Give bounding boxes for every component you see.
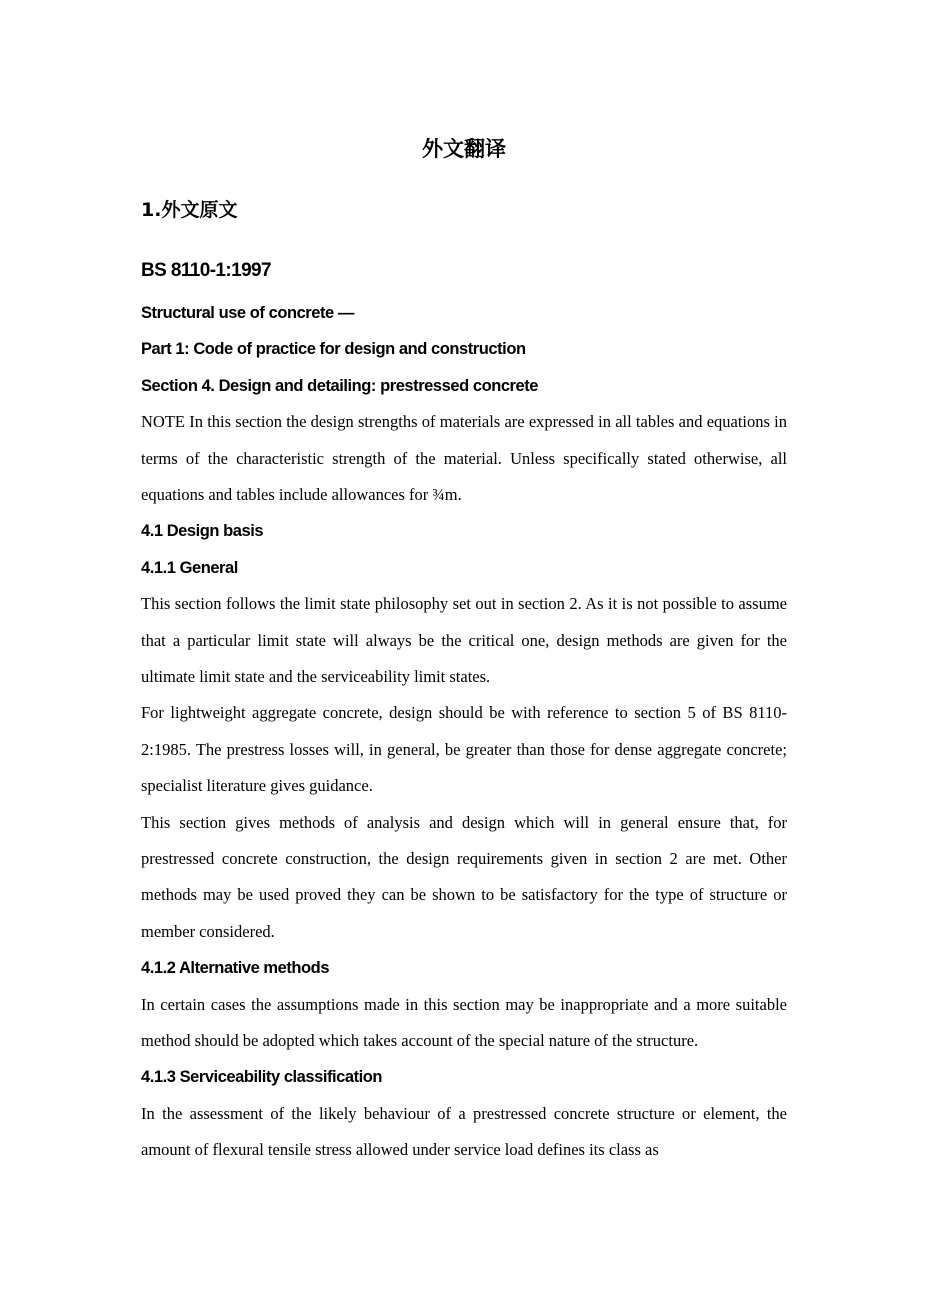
- paragraph-4-1-3: In the assessment of the likely behaviour of a prestressed concrete structure or element, the amount of flexural tensile stress allowed under service load defines its class as: [141, 1103, 787, 1160]
- heading-4-1-1: 4.1.1 General: [141, 558, 238, 577]
- subtitle-part-1: Part 1: Code of practice for design and construction: [141, 340, 526, 359]
- standard-number: BS 8110-1:1997: [141, 260, 271, 281]
- paragraph-4-1-1-b: For lightweight aggregate concrete, design should be with reference to section 5 of BS 8110-2:1985. The prestress losses will, in general, be greater than those for dense aggregate concrete; specialist literature gives guidance.: [141, 703, 787, 796]
- subtitle-structural-use: Structural use of concrete —: [141, 304, 354, 322]
- paragraph-4-1-1-a: This section follows the limit state philosophy set out in section 2. As it is not possible to assume that a particular limit state will always be the critical one, design methods are given for the ultimate limit state and the serviceability limit states.: [141, 594, 787, 686]
- subtitle-section-4: Section 4. Design and detailing: prestressed concrete: [141, 376, 539, 395]
- paragraph-4-1-1-c: This section gives methods of analysis and design which will in general ensure that, for prestressed concrete construction, the design requirements given in section 2 are met. Other methods may be used proved they can be shown to be satisfactory for the type of structure or member considered.: [141, 812, 787, 941]
- heading-4-1-2: 4.1.2 Alternative methods: [141, 959, 330, 978]
- document-body: [141, 295, 787, 1169]
- note-paragraph: NOTE In this section the design strengths of materials are expressed in all tables and equations in terms of the characteristic strength of the material. Unless specifically stated otherwise, all equations and tables include allowances for ¾m.: [141, 412, 787, 504]
- paragraph-4-1-2: In certain cases the assumptions made in this section may be inappropriate and a more suitable method should be adopted which takes account of the special nature of the structure.: [141, 994, 787, 1051]
- section-heading: 1.外文原文: [141, 199, 238, 221]
- document-title: 外文翻译: [422, 137, 506, 161]
- heading-4-1-3: 4.1.3 Serviceability classification: [141, 1068, 383, 1087]
- heading-4-1: 4.1 Design basis: [141, 522, 264, 541]
